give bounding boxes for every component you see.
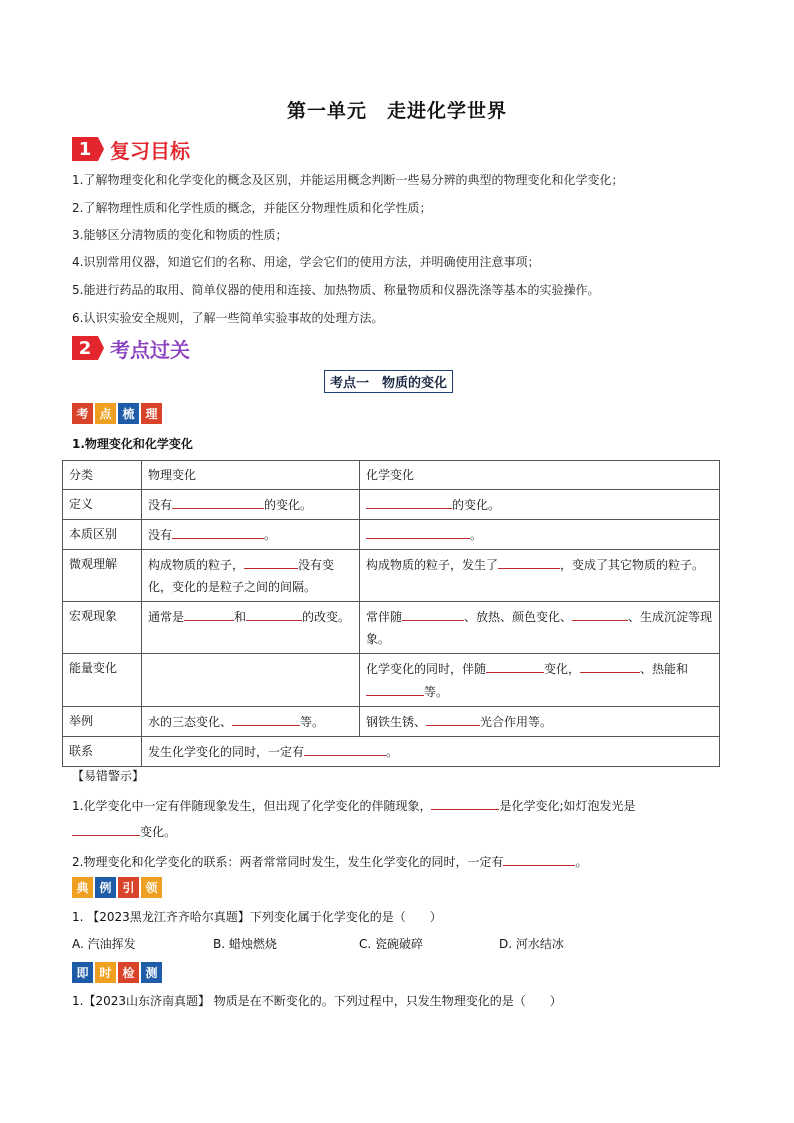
table-cell — [142, 550, 360, 602]
tag-char: 即 — [72, 962, 93, 983]
fill-blank[interactable] — [172, 523, 264, 539]
goal-item: 1.了解物理变化和化学变化的概念及区别，并能运用概念判断一些易分辨的典型的物理变化和化学变化； — [72, 173, 624, 187]
table-cell: 联系 — [63, 737, 142, 767]
fill-blank[interactable] — [232, 710, 300, 726]
tag-char: 领 — [141, 877, 162, 898]
table-row — [63, 654, 720, 707]
table-cell — [360, 707, 720, 737]
tag-char: 测 — [141, 962, 162, 983]
paragraph-text: 是化学变化;如灯泡发光是 — [499, 799, 636, 813]
cell-text: 发生化学变化的同时，一定有 — [148, 745, 305, 759]
cell-text: 钢铁生锈、 — [366, 715, 427, 729]
cell-text: 和 — [234, 610, 247, 624]
table-cell: 物理变化 — [142, 461, 360, 490]
goal-item: 6.认识实验安全规则，了解一些简单实验事故的处理方法。 — [72, 311, 384, 325]
cell-text: 。 — [386, 745, 399, 759]
section-header-review-goals — [72, 135, 190, 163]
tag-jishi-jiance — [72, 962, 162, 983]
paragraph-text: 。 — [575, 855, 588, 869]
tag-char: 例 — [95, 877, 116, 898]
table-row — [63, 520, 720, 550]
tag-char: 时 — [95, 962, 116, 983]
table-cell: 能量变化 — [63, 654, 142, 707]
fill-blank[interactable] — [172, 493, 264, 509]
answer-choices — [72, 935, 564, 952]
fill-blank[interactable] — [486, 657, 544, 673]
table-row — [63, 550, 720, 602]
cell-text: 的改变。 — [302, 610, 351, 624]
fill-blank[interactable] — [244, 553, 298, 569]
fill-blank[interactable] — [366, 523, 470, 539]
fill-blank[interactable] — [426, 710, 480, 726]
table-cell: 举例 — [63, 707, 142, 737]
table-cell — [142, 707, 360, 737]
table-cell: 定义 — [63, 490, 142, 520]
section-header-key-points — [72, 334, 190, 362]
table-cell — [360, 520, 720, 550]
tag-dianli-yinling — [72, 877, 162, 898]
table-cell — [142, 520, 360, 550]
cell-text: 、放热、颜色变化、 — [464, 610, 573, 624]
paragraph-text: 1.化学变化中一定有伴随现象发生，但出现了化学变化的伴随现象， — [72, 799, 432, 813]
cell-text: 。 — [264, 528, 277, 542]
table-cell — [142, 602, 360, 654]
fill-blank[interactable] — [498, 553, 560, 569]
table-row — [63, 490, 720, 520]
kaodian-title-box: 考点一 物质的变化 — [324, 370, 453, 393]
tag-char: 考 — [72, 403, 93, 424]
comparison-table — [62, 460, 720, 767]
cell-text: 没有 — [148, 528, 173, 542]
section-title: 考点过关 — [110, 337, 190, 362]
choice-d[interactable]: D. 河水结冰 — [499, 937, 564, 951]
cell-text: 没有 — [148, 498, 173, 512]
fill-blank[interactable] — [402, 605, 464, 621]
tag-kaodian-shuli — [72, 403, 162, 424]
table-cell — [360, 602, 720, 654]
cell-text: 通常是 — [148, 610, 185, 624]
warning-item-2 — [72, 850, 587, 870]
cell-text: 光合作用等。 — [480, 715, 553, 729]
tag-char: 检 — [118, 962, 139, 983]
paragraph-text: 2.物理变化和化学变化的联系：两者常常同时发生，发生化学变化的同时，一定有 — [72, 855, 504, 869]
fill-blank[interactable] — [580, 657, 640, 673]
cell-text: 的变化。 — [264, 498, 313, 512]
fill-blank[interactable] — [366, 680, 424, 696]
fill-blank[interactable] — [246, 605, 302, 621]
fill-blank[interactable] — [366, 493, 452, 509]
warning-heading: 【易错警示】 — [72, 769, 145, 783]
tag-char: 典 — [72, 877, 93, 898]
table-cell: 微观理解 — [63, 550, 142, 602]
table-cell — [142, 654, 360, 707]
table-cell — [142, 490, 360, 520]
choice-b[interactable]: B. 蜡烛燃烧 — [213, 937, 277, 951]
goal-item: 4.识别常用仪器，知道它们的名称、用途，学会它们的使用方法，并明确使用注意事项； — [72, 255, 540, 269]
tag-char: 引 — [118, 877, 139, 898]
section-title: 复习目标 — [110, 138, 190, 163]
table-cell — [360, 550, 720, 602]
fill-blank[interactable] — [72, 820, 140, 836]
goal-item: 3.能够区分清物质的变化和物质的性质； — [72, 228, 288, 242]
table-row — [63, 737, 720, 767]
table-cell — [360, 490, 720, 520]
table-cell — [142, 737, 720, 767]
fill-blank[interactable] — [431, 794, 499, 810]
fill-blank[interactable] — [572, 605, 628, 621]
cell-text: ，变成了其它物质的粒子。 — [560, 558, 705, 572]
section-number-badge: 1 — [72, 137, 98, 161]
cell-text: 、热能和 — [640, 662, 689, 676]
table-cell: 宏观现象 — [63, 602, 142, 654]
goal-item: 5.能进行药品的取用、简单仪器的使用和连接、加热物质、称量物质和仪器洗涤等基本的实验操作。 — [72, 283, 600, 297]
cell-text: 化学变化的同时，伴随 — [366, 662, 487, 676]
fill-blank[interactable] — [184, 605, 234, 621]
subheading: 1.物理变化和化学变化 — [72, 437, 193, 451]
tag-char: 梳 — [118, 403, 139, 424]
tag-char: 点 — [95, 403, 116, 424]
choice-c[interactable]: C. 瓷碗破碎 — [359, 937, 424, 951]
cell-text: 水的三态变化、 — [148, 715, 233, 729]
cell-text: 没有变化，变化的是粒子之间的间隔。 — [148, 558, 335, 594]
table-cell: 本质区别 — [63, 520, 142, 550]
fill-blank[interactable] — [503, 850, 575, 866]
table-row — [63, 602, 720, 654]
table-cell — [360, 654, 720, 707]
cell-text: 常伴随 — [366, 610, 403, 624]
table-row — [63, 461, 720, 490]
warning-item-1 — [72, 793, 722, 845]
cell-text: 、生成沉淀等现象。 — [366, 610, 713, 646]
cell-text: 的变化。 — [452, 498, 501, 512]
cell-text: 等。 — [424, 685, 449, 699]
cell-text: 变化， — [544, 662, 581, 676]
cell-text: 等。 — [300, 715, 325, 729]
tag-char: 理 — [141, 403, 162, 424]
table-row — [63, 707, 720, 737]
table-cell: 分类 — [63, 461, 142, 490]
cell-text: 构成物质的粒子， — [148, 558, 245, 572]
paragraph-text: 变化。 — [140, 825, 177, 839]
cell-text: 构成物质的粒子，发生了 — [366, 558, 499, 572]
question-1: 1. 【2023黑龙江齐齐哈尔真题】下列变化属于化学变化的是（ ） — [72, 910, 442, 924]
page-title: 第一单元 走进化学世界 — [286, 100, 507, 122]
fill-blank[interactable] — [304, 740, 386, 756]
table-cell: 化学变化 — [360, 461, 720, 490]
cell-text: 。 — [470, 528, 483, 542]
choice-a[interactable]: A. 汽油挥发 — [72, 937, 136, 951]
question-2: 1.【2023山东济南真题】 物质是在不断变化的。下列过程中，只发生物理变化的是（ ） — [72, 994, 562, 1008]
section-number-badge: 2 — [72, 336, 98, 360]
goal-item: 2.了解物理性质和化学性质的概念，并能区分物理性质和化学性质； — [72, 201, 432, 215]
